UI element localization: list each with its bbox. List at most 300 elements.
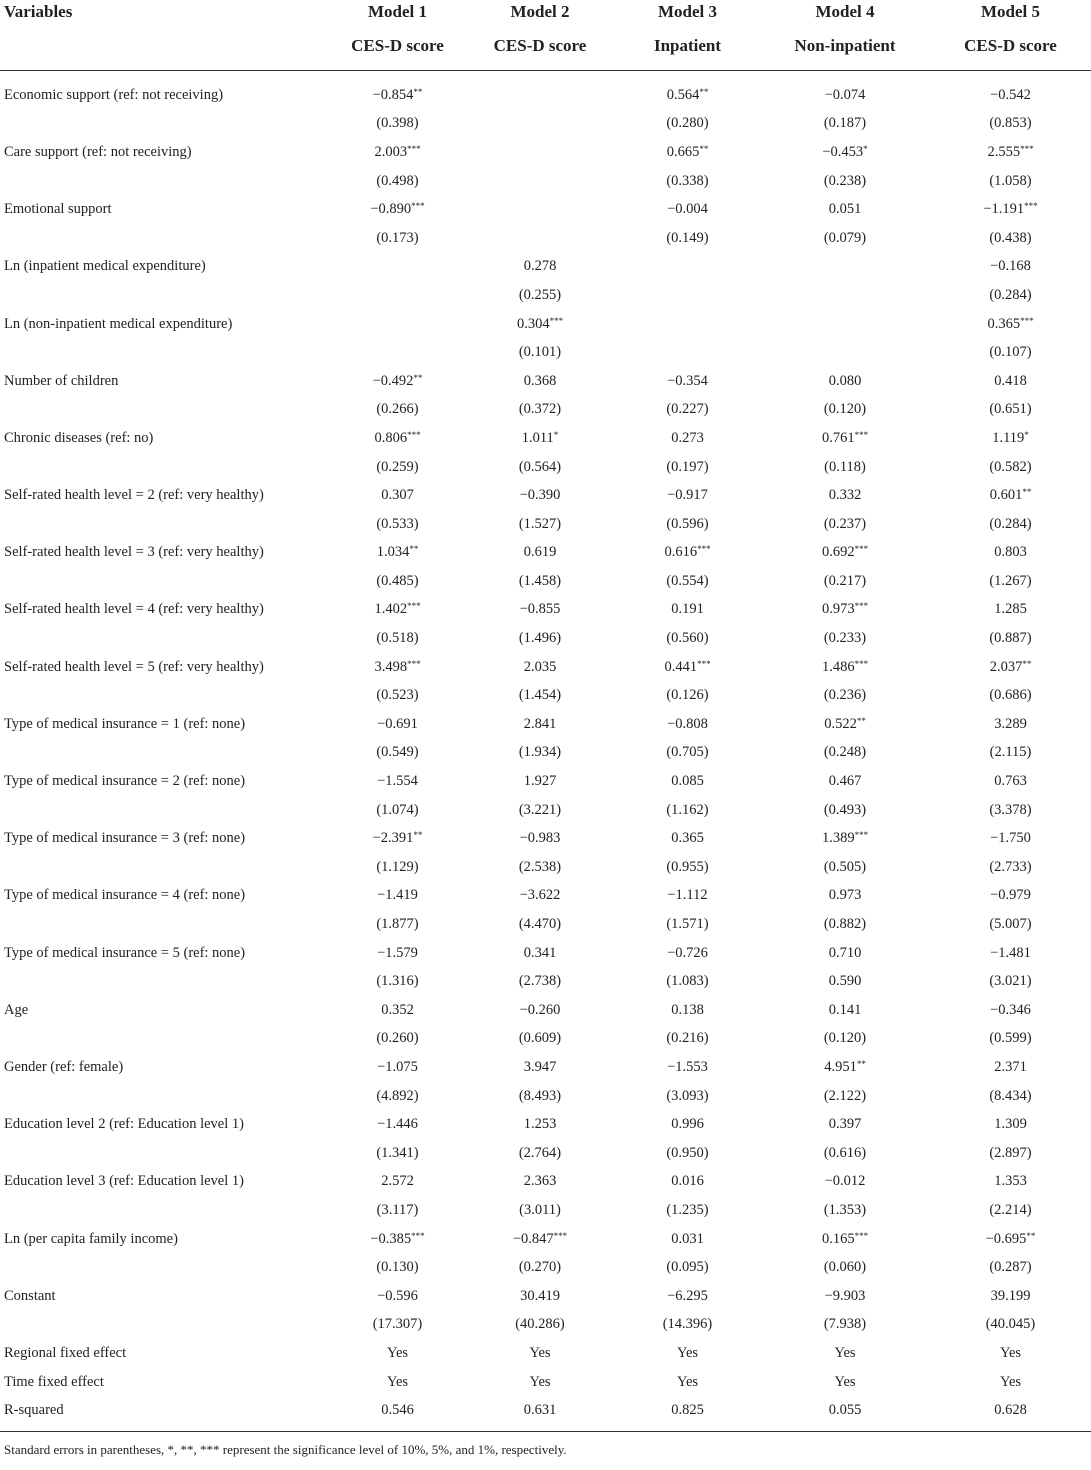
cell-model-2: 0.304*** bbox=[516, 315, 564, 332]
table-header bbox=[0, 0, 1091, 71]
table-row bbox=[0, 1396, 1091, 1431]
row-label bbox=[0, 1025, 330, 1054]
table-row bbox=[0, 167, 1091, 196]
row-label: Type of medical insurance = 4 (ref: none) bbox=[4, 887, 246, 904]
cell-model-1: −1.075 bbox=[377, 1058, 418, 1075]
cell-model-5: (0.438) bbox=[989, 229, 1032, 246]
cell-model-4: (0.217) bbox=[823, 572, 867, 589]
cell-model-5: (0.887) bbox=[989, 630, 1032, 647]
cell-model-3: 0.825 bbox=[615, 1396, 760, 1431]
cell-model-4: Yes bbox=[834, 1344, 856, 1361]
cell-model-2: 0.368 bbox=[523, 372, 557, 389]
cell-model-5: 2.371 bbox=[994, 1058, 1027, 1075]
cell-model-4: (0.187) bbox=[823, 115, 867, 132]
table-row bbox=[0, 195, 1091, 224]
header-outcome-1: CES-D score bbox=[330, 28, 465, 71]
cell-model-1: (0.485) bbox=[376, 572, 419, 589]
cell-model-2: (1.527) bbox=[518, 515, 562, 532]
cell-model-1: (0.266) bbox=[376, 401, 419, 418]
cell-model-5: (40.045) bbox=[985, 1316, 1036, 1333]
cell-model-3: Yes bbox=[676, 1344, 699, 1361]
cell-model-5: (0.599) bbox=[989, 1030, 1032, 1047]
cell-model-2 bbox=[465, 138, 615, 167]
cell-model-4: 1.389*** bbox=[821, 830, 869, 847]
cell-model-3: 0.616*** bbox=[664, 544, 711, 561]
header-model-5: Model 5 bbox=[980, 2, 1041, 21]
cell-model-5: (0.686) bbox=[989, 687, 1032, 704]
cell-model-1: 3.498*** bbox=[374, 658, 421, 675]
cell-model-3: −1.553 bbox=[667, 1058, 708, 1075]
cell-model-3: (0.216) bbox=[666, 1030, 709, 1047]
cell-model-2: −3.622 bbox=[519, 887, 561, 904]
cell-model-2: (1.496) bbox=[518, 630, 562, 647]
cell-model-1: (0.498) bbox=[376, 172, 419, 189]
cell-model-1: −1.446 bbox=[377, 1116, 418, 1133]
cell-model-2: 0.278 bbox=[523, 258, 557, 275]
table-row bbox=[0, 996, 1091, 1025]
cell-model-5: (0.284) bbox=[989, 286, 1032, 303]
cell-model-5: (8.434) bbox=[989, 1087, 1032, 1104]
row-label: Ln (non-inpatient medical expenditure) bbox=[4, 315, 233, 332]
table-row bbox=[0, 1082, 1091, 1111]
cell-model-3: −0.004 bbox=[667, 201, 708, 218]
table-row bbox=[0, 367, 1091, 396]
cell-model-4: (0.060) bbox=[823, 1259, 867, 1276]
cell-model-4: 0.165*** bbox=[821, 1230, 869, 1247]
cell-model-1: (1.877) bbox=[376, 916, 419, 933]
table-row bbox=[0, 653, 1091, 682]
table-row bbox=[0, 567, 1091, 596]
cell-model-5: −0.346 bbox=[990, 1001, 1031, 1018]
cell-model-1 bbox=[330, 310, 465, 339]
cell-model-3: (3.093) bbox=[666, 1087, 709, 1104]
cell-model-1: 2.003*** bbox=[374, 143, 421, 160]
cell-model-4: 0.080 bbox=[828, 372, 862, 389]
cell-model-5: (1.058) bbox=[989, 172, 1032, 189]
cell-model-5: 1.119* bbox=[992, 429, 1029, 446]
row-label: Care support (ref: not receiving) bbox=[4, 143, 192, 160]
cell-model-2: 2.841 bbox=[523, 715, 557, 732]
cell-model-3: Yes bbox=[676, 1373, 699, 1390]
cell-model-4: 0.761*** bbox=[821, 429, 869, 446]
cell-model-1: (0.398) bbox=[376, 115, 419, 132]
cell-model-2: (0.609) bbox=[518, 1030, 562, 1047]
cell-model-4: 0.051 bbox=[828, 201, 862, 218]
table-row bbox=[0, 1368, 1091, 1397]
cell-model-1: 0.307 bbox=[381, 487, 414, 504]
cell-model-3: (0.149) bbox=[666, 229, 709, 246]
cell-model-4: 0.692*** bbox=[821, 544, 869, 561]
cell-model-4: 1.486*** bbox=[821, 658, 869, 675]
row-label bbox=[0, 796, 330, 825]
cell-model-2: 0.631 bbox=[465, 1396, 615, 1431]
cell-model-1: (4.892) bbox=[376, 1087, 419, 1104]
cell-model-3: 0.138 bbox=[671, 1001, 704, 1018]
row-label: Gender (ref: female) bbox=[4, 1058, 124, 1075]
cell-model-4: 0.141 bbox=[828, 1001, 862, 1018]
cell-model-3: (0.554) bbox=[666, 572, 709, 589]
cell-model-3: 0.016 bbox=[671, 1173, 704, 1190]
row-label bbox=[0, 167, 330, 196]
cell-model-3 bbox=[615, 338, 760, 367]
cell-model-2: (8.493) bbox=[518, 1087, 562, 1104]
header-model-2: Model 2 bbox=[510, 2, 570, 21]
cell-model-5: Yes bbox=[999, 1373, 1022, 1390]
cell-model-2: (40.286) bbox=[515, 1316, 565, 1333]
cell-model-5: −0.168 bbox=[990, 258, 1031, 275]
cell-model-4: 4.951** bbox=[824, 1058, 866, 1075]
header-outcome-4: Non-inpatient bbox=[760, 28, 930, 71]
table-row bbox=[0, 796, 1091, 825]
cell-model-2: (0.372) bbox=[518, 401, 562, 418]
cell-model-1: (0.260) bbox=[376, 1030, 419, 1047]
cell-model-1: Yes bbox=[386, 1344, 409, 1361]
cell-model-5: 0.601** bbox=[989, 487, 1032, 504]
table-row bbox=[0, 1253, 1091, 1282]
cell-model-4 bbox=[760, 310, 930, 339]
row-label: Self-rated health level = 3 (ref: very healthy) bbox=[4, 544, 264, 561]
cell-model-4 bbox=[760, 281, 930, 310]
cell-model-2: 1.927 bbox=[523, 773, 557, 790]
table-row bbox=[0, 224, 1091, 253]
cell-model-5: 3.289 bbox=[994, 715, 1027, 732]
cell-model-1: 2.572 bbox=[381, 1173, 414, 1190]
cell-model-5: (2.733) bbox=[989, 858, 1032, 875]
cell-model-4: 0.590 bbox=[828, 973, 862, 990]
cell-model-5: 39.199 bbox=[990, 1287, 1031, 1304]
cell-model-2: (2.764) bbox=[518, 1144, 562, 1161]
cell-model-4 bbox=[760, 338, 930, 367]
header-outcome-3: Inpatient bbox=[615, 28, 760, 71]
row-label bbox=[0, 1139, 330, 1168]
row-label bbox=[0, 1082, 330, 1111]
cell-model-4: 0.467 bbox=[828, 773, 862, 790]
cell-model-3: (0.338) bbox=[666, 172, 709, 189]
cell-model-3: (0.705) bbox=[666, 744, 709, 761]
cell-model-1: −0.854** bbox=[372, 86, 423, 103]
cell-model-4: (0.505) bbox=[823, 858, 867, 875]
cell-model-3: (1.235) bbox=[666, 1201, 709, 1218]
row-label: Self-rated health level = 4 (ref: very healthy) bbox=[4, 601, 264, 618]
row-label: Regional fixed effect bbox=[4, 1344, 127, 1361]
header-model-4: Model 4 bbox=[815, 2, 875, 21]
cell-model-2: Yes bbox=[529, 1373, 551, 1390]
cell-model-4: (1.353) bbox=[823, 1201, 867, 1218]
cell-model-2: (0.255) bbox=[518, 286, 562, 303]
cell-model-3: (14.396) bbox=[662, 1316, 713, 1333]
table-row bbox=[0, 624, 1091, 653]
cell-model-5: 1.309 bbox=[994, 1116, 1027, 1133]
cell-model-4: (0.238) bbox=[823, 172, 867, 189]
cell-model-1: Yes bbox=[386, 1373, 409, 1390]
table-row bbox=[0, 1110, 1091, 1139]
row-label: Number of children bbox=[4, 372, 119, 389]
cell-model-3: (0.950) bbox=[666, 1144, 709, 1161]
row-label bbox=[0, 1311, 330, 1340]
cell-model-5: (5.007) bbox=[989, 916, 1032, 933]
cell-model-2: −0.260 bbox=[519, 1001, 561, 1018]
cell-model-3: (0.560) bbox=[666, 630, 709, 647]
cell-model-1 bbox=[330, 338, 465, 367]
table-row bbox=[0, 853, 1091, 882]
cell-model-4: (0.493) bbox=[823, 801, 867, 818]
header-outcome-2: CES-D score bbox=[465, 28, 615, 71]
table-row bbox=[0, 1196, 1091, 1225]
cell-model-3: (0.197) bbox=[666, 458, 709, 475]
table-row bbox=[0, 510, 1091, 539]
row-label: Time fixed effect bbox=[4, 1373, 104, 1390]
cell-model-4: (0.882) bbox=[823, 916, 867, 933]
row-label bbox=[0, 396, 330, 425]
cell-model-3: 0.564** bbox=[666, 86, 709, 103]
table-row bbox=[0, 1282, 1091, 1311]
row-label: Ln (inpatient medical expenditure) bbox=[4, 258, 206, 275]
cell-model-1: −0.890*** bbox=[370, 201, 425, 218]
cell-model-3: (0.095) bbox=[666, 1259, 709, 1276]
table-row bbox=[0, 939, 1091, 968]
cell-model-2: 1.253 bbox=[523, 1116, 557, 1133]
cell-model-1: (0.518) bbox=[376, 630, 419, 647]
table-row bbox=[0, 824, 1091, 853]
cell-model-1: (1.074) bbox=[376, 801, 419, 818]
row-label bbox=[0, 967, 330, 996]
cell-model-2: 2.035 bbox=[523, 658, 557, 675]
header-model-3: Model 3 bbox=[657, 2, 718, 21]
cell-model-1 bbox=[330, 281, 465, 310]
cell-model-1: (1.341) bbox=[376, 1144, 419, 1161]
table-row bbox=[0, 281, 1091, 310]
row-label: Type of medical insurance = 3 (ref: none) bbox=[4, 830, 246, 847]
cell-model-4: −0.012 bbox=[824, 1173, 866, 1190]
cell-model-5: (3.021) bbox=[989, 973, 1032, 990]
table-row bbox=[0, 1053, 1091, 1082]
header-variables: Variables bbox=[4, 2, 73, 21]
cell-model-1: 0.352 bbox=[381, 1001, 414, 1018]
cell-model-4: 0.397 bbox=[828, 1116, 862, 1133]
cell-model-4: (0.079) bbox=[823, 229, 867, 246]
cell-model-5: 1.285 bbox=[994, 601, 1027, 618]
cell-model-3: (0.227) bbox=[666, 401, 709, 418]
cell-model-3: −6.295 bbox=[667, 1287, 708, 1304]
row-label: Type of medical insurance = 5 (ref: none) bbox=[4, 944, 246, 961]
table-row bbox=[0, 110, 1091, 139]
row-label bbox=[0, 338, 330, 367]
cell-model-5: −1.191*** bbox=[983, 201, 1038, 218]
cell-model-1: (17.307) bbox=[372, 1316, 423, 1333]
cell-model-2 bbox=[465, 195, 615, 224]
cell-model-3: (0.280) bbox=[666, 115, 709, 132]
row-label: Chronic diseases (ref: no) bbox=[4, 429, 154, 446]
cell-model-1: −0.385*** bbox=[370, 1230, 425, 1247]
row-label bbox=[0, 110, 330, 139]
cell-model-4: (2.122) bbox=[823, 1087, 867, 1104]
cell-model-5: (0.284) bbox=[989, 515, 1032, 532]
cell-model-2: (2.738) bbox=[518, 973, 562, 990]
cell-model-5: −1.481 bbox=[990, 944, 1031, 961]
cell-model-2: 0.619 bbox=[523, 544, 557, 561]
cell-model-3 bbox=[615, 310, 760, 339]
cell-model-4: (0.248) bbox=[823, 744, 867, 761]
row-label bbox=[0, 1196, 330, 1225]
cell-model-5: (0.582) bbox=[989, 458, 1032, 475]
cell-model-4: 0.973*** bbox=[821, 601, 869, 618]
row-label bbox=[0, 739, 330, 768]
row-label: R-squared bbox=[0, 1396, 330, 1431]
cell-model-3: 0.365 bbox=[671, 830, 704, 847]
table-row bbox=[0, 310, 1091, 339]
cell-model-3: −1.112 bbox=[667, 887, 708, 904]
table-row bbox=[0, 424, 1091, 453]
cell-model-2: (0.564) bbox=[518, 458, 562, 475]
table-row bbox=[0, 253, 1091, 282]
cell-model-4: (0.233) bbox=[823, 630, 867, 647]
cell-model-4: (7.938) bbox=[823, 1316, 867, 1333]
cell-model-2: (0.270) bbox=[518, 1259, 562, 1276]
table-row bbox=[0, 882, 1091, 911]
table-row bbox=[0, 1225, 1091, 1254]
cell-model-4: −0.074 bbox=[824, 86, 866, 103]
cell-model-3 bbox=[615, 281, 760, 310]
cell-model-4 bbox=[760, 253, 930, 282]
cell-model-2: −0.847*** bbox=[512, 1230, 568, 1247]
table-row bbox=[0, 71, 1091, 110]
cell-model-5: (3.378) bbox=[989, 801, 1032, 818]
cell-model-5: −0.979 bbox=[990, 887, 1031, 904]
header-outcome-5: CES-D score bbox=[930, 28, 1091, 71]
table-row bbox=[0, 396, 1091, 425]
table-footnote: Standard errors in parentheses, *, **, *** represent the significance level of 10%, 5%, and 1%, respectively. bbox=[4, 1441, 567, 1457]
cell-model-3: 0.085 bbox=[671, 773, 704, 790]
cell-model-3: 0.665** bbox=[666, 143, 709, 160]
row-label: Economic support (ref: not receiving) bbox=[4, 86, 224, 103]
cell-model-2: (1.934) bbox=[518, 744, 562, 761]
cell-model-5: −1.750 bbox=[990, 830, 1031, 847]
row-label bbox=[0, 910, 330, 939]
cell-model-5: 1.353 bbox=[994, 1173, 1027, 1190]
row-label: Education level 2 (ref: Education level 1) bbox=[4, 1116, 244, 1133]
cell-model-1: −1.554 bbox=[377, 773, 418, 790]
cell-model-4: (0.118) bbox=[824, 458, 866, 475]
table-row bbox=[0, 1139, 1091, 1168]
cell-model-3: 0.031 bbox=[671, 1230, 704, 1247]
cell-model-4: (0.120) bbox=[823, 401, 867, 418]
cell-model-3: 0.996 bbox=[671, 1116, 704, 1133]
cell-model-3: 0.441*** bbox=[664, 658, 711, 675]
cell-model-1: (0.533) bbox=[376, 515, 419, 532]
row-label bbox=[0, 453, 330, 482]
cell-model-3: 0.191 bbox=[671, 601, 704, 618]
table-row bbox=[0, 1339, 1091, 1368]
row-label: Education level 3 (ref: Education level 1) bbox=[4, 1173, 244, 1190]
cell-model-1: 1.034** bbox=[376, 544, 419, 561]
cell-model-4: 0.522** bbox=[824, 715, 866, 732]
table-row bbox=[0, 1025, 1091, 1054]
cell-model-1: −1.579 bbox=[377, 944, 418, 961]
cell-model-2: (2.538) bbox=[518, 858, 562, 875]
row-label: Type of medical insurance = 1 (ref: none) bbox=[4, 715, 246, 732]
cell-model-2: (1.454) bbox=[518, 687, 562, 704]
cell-model-1: (0.173) bbox=[376, 229, 419, 246]
row-label: Constant bbox=[4, 1287, 56, 1304]
cell-model-5: (2.115) bbox=[989, 744, 1032, 761]
header-blank bbox=[0, 28, 330, 71]
cell-model-4: −0.453* bbox=[822, 143, 868, 160]
cell-model-2: 30.419 bbox=[520, 1287, 560, 1304]
cell-model-3: −0.917 bbox=[667, 487, 708, 504]
cell-model-1: 0.546 bbox=[330, 1396, 465, 1431]
header-model-1: Model 1 bbox=[367, 2, 428, 21]
cell-model-5: 0.365*** bbox=[987, 315, 1034, 332]
table-row bbox=[0, 1168, 1091, 1197]
row-label: Emotional support bbox=[4, 201, 112, 218]
cell-model-3: (1.571) bbox=[666, 916, 709, 933]
cell-model-4: 0.055 bbox=[760, 1396, 930, 1431]
row-label: Self-rated health level = 2 (ref: very healthy) bbox=[4, 487, 264, 504]
row-label bbox=[0, 510, 330, 539]
cell-model-1: 1.402*** bbox=[374, 601, 421, 618]
row-label bbox=[0, 853, 330, 882]
cell-model-4: −9.903 bbox=[824, 1287, 866, 1304]
table-row bbox=[0, 453, 1091, 482]
cell-model-2: 3.947 bbox=[523, 1058, 557, 1075]
cell-model-2: Yes bbox=[529, 1344, 551, 1361]
cell-model-2: −0.983 bbox=[519, 830, 561, 847]
table-row bbox=[0, 596, 1091, 625]
cell-model-2: 0.341 bbox=[523, 944, 557, 961]
row-label: Type of medical insurance = 2 (ref: none) bbox=[4, 773, 246, 790]
cell-model-3: (0.126) bbox=[666, 687, 709, 704]
cell-model-2: 2.363 bbox=[523, 1173, 557, 1190]
cell-model-2: (0.101) bbox=[518, 344, 562, 361]
row-label bbox=[0, 567, 330, 596]
row-label bbox=[0, 1253, 330, 1282]
cell-model-4: Yes bbox=[834, 1373, 856, 1390]
table-row bbox=[0, 481, 1091, 510]
cell-model-1 bbox=[330, 253, 465, 282]
row-label: Ln (per capita family income) bbox=[4, 1230, 178, 1247]
row-label bbox=[0, 224, 330, 253]
cell-model-3: −0.726 bbox=[667, 944, 708, 961]
cell-model-2: −0.390 bbox=[519, 487, 561, 504]
cell-model-5: 2.555*** bbox=[987, 143, 1034, 160]
cell-model-5: (0.853) bbox=[989, 115, 1032, 132]
row-label: Self-rated health level = 5 (ref: very healthy) bbox=[4, 658, 264, 675]
table-body bbox=[0, 71, 1091, 1432]
table-row bbox=[0, 539, 1091, 568]
cell-model-1: −0.596 bbox=[377, 1287, 418, 1304]
table-row bbox=[0, 767, 1091, 796]
table-row bbox=[0, 681, 1091, 710]
row-label bbox=[0, 624, 330, 653]
cell-model-5: (2.897) bbox=[989, 1144, 1032, 1161]
cell-model-3: (1.162) bbox=[666, 801, 709, 818]
cell-model-4: 0.332 bbox=[828, 487, 862, 504]
cell-model-5: (0.287) bbox=[989, 1259, 1032, 1276]
cell-model-1: (0.130) bbox=[376, 1259, 419, 1276]
cell-model-5: −0.542 bbox=[990, 86, 1031, 103]
cell-model-2: (3.011) bbox=[519, 1201, 561, 1218]
cell-model-4: (0.616) bbox=[823, 1144, 867, 1161]
cell-model-5: 0.628 bbox=[930, 1396, 1091, 1431]
cell-model-1: −0.691 bbox=[377, 715, 418, 732]
cell-model-2 bbox=[465, 110, 615, 139]
cell-model-3: (0.596) bbox=[666, 515, 709, 532]
cell-model-1: (1.129) bbox=[376, 858, 419, 875]
cell-model-3: (1.083) bbox=[666, 973, 709, 990]
cell-model-1: 0.806*** bbox=[374, 429, 421, 446]
cell-model-5: 0.418 bbox=[994, 372, 1027, 389]
cell-model-4: (0.236) bbox=[823, 687, 867, 704]
